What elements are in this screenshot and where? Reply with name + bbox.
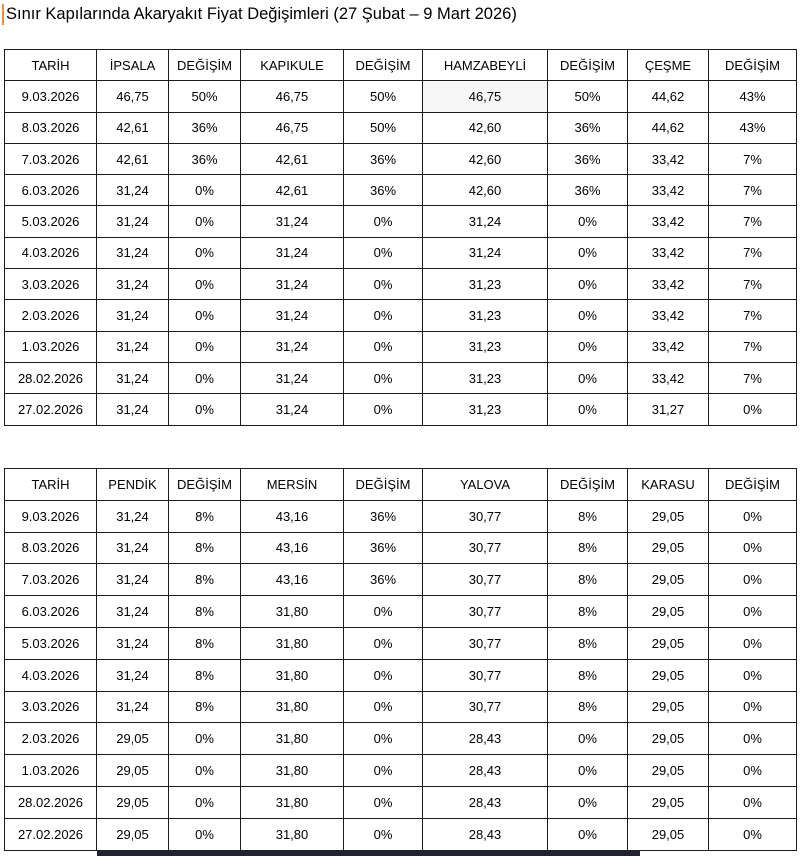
value-cell[interactable]: 36% [344,564,423,596]
value-cell[interactable]: 31,27 [628,394,709,425]
column-header[interactable]: YALOVA [423,469,548,501]
value-cell[interactable]: 0% [548,818,628,850]
value-cell[interactable]: 7% [709,175,797,206]
date-cell[interactable]: 5.03.2026 [5,206,97,237]
value-cell[interactable]: 31,24 [97,362,169,393]
value-cell[interactable]: 8% [548,627,628,659]
value-cell[interactable]: 7% [709,300,797,331]
value-cell[interactable]: 33,42 [628,269,709,300]
table-row [5,786,797,818]
value-cell[interactable]: 8% [548,691,628,723]
value-cell[interactable]: 31,24 [97,394,169,425]
date-cell[interactable]: 1.03.2026 [5,331,97,362]
column-header[interactable]: TARİH [5,50,97,81]
value-cell[interactable]: 31,24 [241,269,344,300]
table-row [5,818,797,850]
value-cell[interactable]: 31,24 [97,627,169,659]
table-row [5,269,797,300]
column-header[interactable]: PENDİK [97,469,169,501]
value-cell[interactable]: 31,80 [241,723,344,755]
value-cell[interactable]: 31,23 [423,331,548,362]
value-cell[interactable]: 36% [344,532,423,564]
value-cell[interactable]: 42,60 [423,175,548,206]
column-header[interactable]: KAPIKULE [241,50,344,81]
value-cell[interactable]: 36% [344,175,423,206]
value-cell[interactable]: 0% [709,723,797,755]
value-cell[interactable]: 31,80 [241,755,344,787]
value-cell[interactable]: 0% [169,755,241,787]
date-cell[interactable]: 6.03.2026 [5,175,97,206]
value-cell[interactable]: 29,05 [628,691,709,723]
date-cell[interactable]: 8.03.2026 [5,532,97,564]
date-cell[interactable]: 9.03.2026 [5,500,97,532]
value-cell[interactable]: 0% [344,659,423,691]
value-cell[interactable]: 31,24 [97,500,169,532]
value-cell[interactable]: 42,61 [241,175,344,206]
value-cell[interactable]: 33,42 [628,362,709,393]
value-cell[interactable]: 33,42 [628,331,709,362]
table-row [5,362,797,393]
value-cell[interactable]: 46,75 [423,81,548,112]
value-cell[interactable]: 0% [344,269,423,300]
value-cell[interactable]: 31,24 [97,596,169,628]
table-row [5,500,797,532]
column-header[interactable]: ÇEŞME [628,50,709,81]
date-cell[interactable]: 3.03.2026 [5,691,97,723]
value-cell[interactable]: 36% [344,143,423,174]
value-cell[interactable]: 31,24 [97,659,169,691]
column-header[interactable]: DEĞİŞİM [169,50,241,81]
date-cell[interactable]: 6.03.2026 [5,596,97,628]
value-cell[interactable]: 0% [709,659,797,691]
value-cell[interactable]: 50% [344,81,423,112]
value-cell[interactable]: 31,24 [97,206,169,237]
value-cell[interactable]: 0% [169,300,241,331]
value-cell[interactable]: 50% [344,112,423,143]
value-cell[interactable]: 36% [548,175,628,206]
column-header[interactable]: HAMZABEYLİ [423,50,548,81]
value-cell[interactable]: 50% [548,81,628,112]
value-cell[interactable]: 29,05 [628,786,709,818]
date-cell[interactable]: 2.03.2026 [5,300,97,331]
value-cell[interactable]: 31,24 [97,331,169,362]
date-cell[interactable]: 9.03.2026 [5,81,97,112]
value-cell[interactable]: 31,23 [423,269,548,300]
selection-bar [97,850,640,856]
value-cell[interactable]: 8% [548,659,628,691]
value-cell[interactable]: 0% [709,818,797,850]
column-header[interactable]: DEĞİŞİM [344,50,423,81]
column-header[interactable]: DEĞİŞİM [344,469,423,501]
value-cell[interactable]: 0% [169,362,241,393]
value-cell[interactable]: 30,77 [423,500,548,532]
value-cell[interactable]: 0% [344,818,423,850]
value-cell[interactable]: 0% [709,627,797,659]
value-cell[interactable]: 30,77 [423,532,548,564]
value-cell[interactable]: 42,61 [97,143,169,174]
value-cell[interactable]: 0% [344,300,423,331]
value-cell[interactable]: 36% [548,143,628,174]
value-cell[interactable]: 33,42 [628,237,709,268]
column-header[interactable]: İPSALA [97,50,169,81]
value-cell[interactable]: 42,61 [97,112,169,143]
value-cell[interactable]: 29,05 [628,500,709,532]
column-header[interactable]: TARİH [5,469,97,501]
value-cell[interactable]: 46,75 [241,112,344,143]
column-header[interactable]: DEĞİŞİM [709,469,797,501]
value-cell[interactable]: 31,24 [97,175,169,206]
value-cell[interactable]: 8% [548,532,628,564]
value-cell[interactable]: 29,05 [628,596,709,628]
value-cell[interactable]: 44,62 [628,112,709,143]
value-cell[interactable]: 0% [344,331,423,362]
date-cell[interactable]: 4.03.2026 [5,659,97,691]
value-cell[interactable]: 43,16 [241,500,344,532]
value-cell[interactable]: 31,24 [241,331,344,362]
value-cell[interactable]: 0% [169,786,241,818]
date-cell[interactable]: 4.03.2026 [5,237,97,268]
value-cell[interactable]: 8% [169,500,241,532]
table-row [5,143,797,174]
value-cell[interactable]: 0% [344,786,423,818]
value-cell[interactable]: 0% [548,755,628,787]
value-cell[interactable]: 30,77 [423,627,548,659]
date-cell[interactable]: 5.03.2026 [5,627,97,659]
value-cell[interactable]: 29,05 [628,755,709,787]
value-cell[interactable]: 0% [709,564,797,596]
value-cell[interactable]: 28,43 [423,818,548,850]
value-cell[interactable]: 7% [709,237,797,268]
table-row [5,596,797,628]
value-cell[interactable]: 31,80 [241,659,344,691]
value-cell[interactable]: 7% [709,206,797,237]
value-cell[interactable]: 0% [548,723,628,755]
value-cell[interactable]: 0% [344,206,423,237]
value-cell[interactable]: 50% [169,81,241,112]
column-header[interactable]: DEĞİŞİM [548,50,628,81]
value-cell[interactable]: 29,05 [628,818,709,850]
table-row [5,300,797,331]
value-cell[interactable]: 8% [169,596,241,628]
table-row [5,627,797,659]
value-cell[interactable]: 29,05 [97,755,169,787]
value-cell[interactable]: 31,24 [241,206,344,237]
text-cursor [2,4,4,25]
value-cell[interactable]: 36% [169,143,241,174]
value-cell[interactable]: 8% [169,564,241,596]
table-row [5,112,797,143]
value-cell[interactable]: 31,23 [423,394,548,425]
value-cell[interactable]: 31,24 [97,564,169,596]
value-cell[interactable]: 42,61 [241,143,344,174]
value-cell[interactable]: 0% [709,691,797,723]
value-cell[interactable]: 7% [709,331,797,362]
value-cell[interactable]: 31,24 [97,300,169,331]
value-cell[interactable]: 31,24 [97,237,169,268]
value-cell[interactable]: 0% [709,755,797,787]
date-cell[interactable]: 28.02.2026 [5,786,97,818]
value-cell[interactable]: 8% [548,564,628,596]
value-cell[interactable]: 31,24 [97,532,169,564]
table-row [5,394,797,425]
table-row [5,532,797,564]
value-cell[interactable]: 43% [709,112,797,143]
table-header-row [5,50,797,81]
value-cell[interactable]: 31,80 [241,627,344,659]
value-cell[interactable]: 31,23 [423,300,548,331]
value-cell[interactable]: 8% [169,532,241,564]
value-cell[interactable]: 0% [169,394,241,425]
value-cell[interactable]: 0% [709,596,797,628]
value-cell[interactable]: 31,24 [241,300,344,331]
value-cell[interactable]: 0% [548,269,628,300]
value-cell[interactable]: 0% [548,362,628,393]
value-cell[interactable]: 29,05 [97,723,169,755]
value-cell[interactable]: 0% [169,175,241,206]
table-row [5,237,797,268]
value-cell[interactable]: 7% [709,362,797,393]
table-row [5,691,797,723]
table-row [5,331,797,362]
value-cell[interactable]: 0% [709,394,797,425]
value-cell[interactable]: 31,80 [241,596,344,628]
value-cell[interactable]: 0% [344,627,423,659]
value-cell[interactable]: 36% [548,112,628,143]
value-cell[interactable]: 7% [709,143,797,174]
value-cell[interactable]: 8% [548,500,628,532]
value-cell[interactable]: 0% [169,206,241,237]
table-row [5,755,797,787]
value-cell[interactable]: 0% [548,237,628,268]
value-cell[interactable]: 0% [169,723,241,755]
value-cell[interactable]: 31,23 [423,362,548,393]
value-cell[interactable]: 0% [344,723,423,755]
value-cell[interactable]: 31,80 [241,786,344,818]
value-cell[interactable]: 29,05 [628,723,709,755]
value-cell[interactable]: 29,05 [628,627,709,659]
value-cell[interactable]: 29,05 [628,659,709,691]
value-cell[interactable]: 0% [709,786,797,818]
value-cell[interactable]: 30,77 [423,659,548,691]
value-cell[interactable]: 46,75 [241,81,344,112]
value-cell[interactable]: 29,05 [97,818,169,850]
value-cell[interactable]: 36% [344,500,423,532]
value-cell[interactable]: 0% [344,691,423,723]
value-cell[interactable]: 0% [548,331,628,362]
document-title[interactable]: Sınır Kapılarında Akaryakıt Fiyat Değişimleri (27 Şubat – 9 Mart 2026) [6,5,517,23]
value-cell[interactable]: 31,24 [97,691,169,723]
value-cell[interactable]: 31,24 [423,237,548,268]
column-header[interactable]: MERSİN [241,469,344,501]
table-row [5,564,797,596]
date-cell[interactable]: 27.02.2026 [5,394,97,425]
value-cell[interactable]: 30,77 [423,596,548,628]
date-cell[interactable]: 3.03.2026 [5,269,97,300]
column-header[interactable]: KARASU [628,469,709,501]
value-cell[interactable]: 0% [548,206,628,237]
date-cell[interactable]: 7.03.2026 [5,564,97,596]
value-cell[interactable]: 31,24 [241,237,344,268]
value-cell[interactable]: 33,42 [628,206,709,237]
value-cell[interactable]: 28,43 [423,723,548,755]
date-cell[interactable]: 28.02.2026 [5,362,97,393]
value-cell[interactable]: 42,60 [423,143,548,174]
value-cell[interactable]: 0% [169,331,241,362]
date-cell[interactable]: 1.03.2026 [5,755,97,787]
table-row [5,659,797,691]
value-cell[interactable]: 0% [548,394,628,425]
value-cell[interactable]: 0% [548,786,628,818]
table-row [5,206,797,237]
value-cell[interactable]: 0% [548,300,628,331]
value-cell[interactable]: 29,05 [97,786,169,818]
value-cell[interactable]: 29,05 [628,564,709,596]
value-cell[interactable]: 29,05 [628,532,709,564]
value-cell[interactable]: 31,24 [241,362,344,393]
value-cell[interactable]: 43% [709,81,797,112]
value-cell[interactable]: 0% [344,394,423,425]
table-row [5,723,797,755]
value-cell[interactable]: 8% [169,627,241,659]
value-cell[interactable]: 8% [548,596,628,628]
date-cell[interactable]: 27.02.2026 [5,818,97,850]
value-cell[interactable]: 0% [169,818,241,850]
value-cell[interactable]: 7% [709,269,797,300]
value-cell[interactable]: 33,42 [628,175,709,206]
value-cell[interactable]: 0% [709,500,797,532]
value-cell[interactable]: 8% [169,691,241,723]
value-cell[interactable]: 0% [344,755,423,787]
border-gates-price-table-2 [4,468,797,851]
column-header[interactable]: DEĞİŞİM [548,469,628,501]
value-cell[interactable]: 31,80 [241,691,344,723]
column-header[interactable]: DEĞİŞİM [709,50,797,81]
table-header-row [5,469,797,501]
value-cell[interactable]: 33,42 [628,143,709,174]
value-cell[interactable]: 46,75 [97,81,169,112]
value-cell[interactable]: 31,24 [423,206,548,237]
value-cell[interactable]: 42,60 [423,112,548,143]
date-cell[interactable]: 7.03.2026 [5,143,97,174]
value-cell[interactable]: 30,77 [423,564,548,596]
column-header[interactable]: DEĞİŞİM [169,469,241,501]
value-cell[interactable]: 0% [709,532,797,564]
value-cell[interactable]: 28,43 [423,786,548,818]
value-cell[interactable]: 31,24 [97,269,169,300]
table-row [5,81,797,112]
value-cell[interactable]: 43,16 [241,564,344,596]
value-cell[interactable]: 8% [169,659,241,691]
value-cell[interactable]: 44,62 [628,81,709,112]
value-cell[interactable]: 43,16 [241,532,344,564]
value-cell[interactable]: 0% [344,362,423,393]
value-cell[interactable]: 28,43 [423,755,548,787]
date-cell[interactable]: 2.03.2026 [5,723,97,755]
value-cell[interactable]: 30,77 [423,691,548,723]
value-cell[interactable]: 0% [169,269,241,300]
value-cell[interactable]: 31,80 [241,818,344,850]
table-row [5,175,797,206]
value-cell[interactable]: 0% [169,237,241,268]
date-cell[interactable]: 8.03.2026 [5,112,97,143]
border-gates-price-table-1 [4,49,797,426]
value-cell[interactable]: 31,24 [241,394,344,425]
document-title-row [2,3,517,25]
value-cell[interactable]: 0% [344,596,423,628]
value-cell[interactable]: 0% [344,237,423,268]
value-cell[interactable]: 33,42 [628,300,709,331]
value-cell[interactable]: 36% [169,112,241,143]
